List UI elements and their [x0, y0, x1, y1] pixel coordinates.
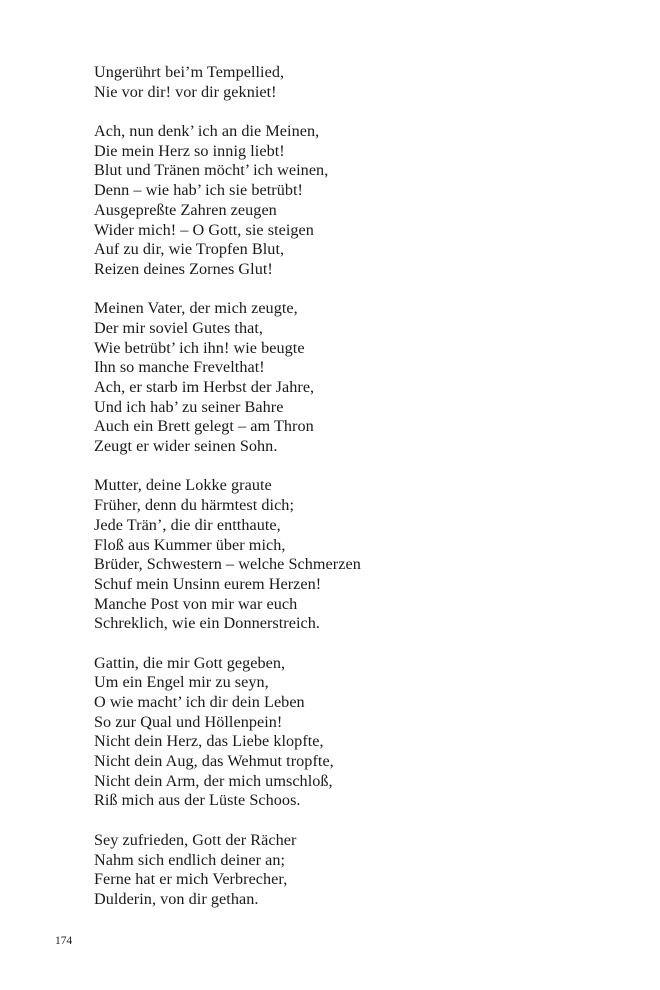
verse-line: Sey zufrieden, Gott der Rächer — [94, 830, 297, 849]
verse-line: Ungerührt bei’m Tempellied, — [94, 63, 285, 81]
verse-line: Dulderin, von dir gethan. — [94, 889, 259, 908]
verse-line: Nicht dein Herz, das Liebe klopfte, — [94, 732, 324, 751]
verse-line: Denn – wie hab’ ich sie betrübt! — [94, 181, 303, 200]
poem-body — [94, 63, 574, 929]
verse-line: Brüder, Schwestern – welche Schmerzen — [94, 555, 361, 574]
verse-line: Schuf mein Unsinn eurem Herzen! — [94, 574, 322, 593]
verse-line: Blut und Tränen möcht’ ich weinen, — [94, 161, 329, 180]
verse-line: Zeugt er wider seinen Sohn. — [94, 437, 278, 456]
verse-line: Die mein Herz so innig liebt! — [94, 141, 285, 160]
verse-line: So zur Qual und Höllenpein! — [94, 712, 283, 731]
verse-line: O wie macht’ ich dir dein Leben — [94, 693, 305, 711]
stanza-6 — [94, 831, 574, 910]
verse-line: Reizen deines Zornes Glut! — [94, 259, 273, 278]
verse-line: Jede Trän’, die dir entthaute, — [94, 515, 281, 534]
verse-line: Schreklich, wie ein Donnerstreich. — [94, 614, 321, 633]
stanza-3 — [94, 299, 574, 457]
verse-line: Ach, er starb im Herbst der Jahre, — [94, 378, 315, 396]
verse-line: Manche Post von mir war euch — [94, 594, 298, 613]
verse-line: Früher, denn du härmtest dich; — [94, 496, 295, 515]
page-number: 174 — [55, 935, 73, 947]
verse-line: Mutter, deine Lokke graute — [94, 476, 272, 495]
verse-line: Der mir soviel Gutes that, — [94, 318, 263, 337]
verse-line: Ach, nun denk’ ich an die Meinen, — [94, 122, 320, 141]
verse-line: Gattin, die mir Gott gegeben, — [94, 653, 286, 672]
verse-line: Auf zu dir, wie Tropfen Blut, — [94, 240, 285, 259]
verse-line: Nicht dein Arm, der mich umschloß, — [94, 771, 333, 790]
stanza-2 — [94, 122, 574, 280]
stanza-1 — [94, 63, 574, 102]
verse-line: Ihn so manche Frevelthat! — [94, 358, 265, 377]
verse-line: Um ein Engel mir zu seyn, — [94, 673, 269, 692]
verse-line: Auch ein Brett gelegt – am Thron — [94, 417, 314, 436]
verse-line: Ausgepreßte Zahren zeugen — [94, 200, 277, 219]
stanza-5 — [94, 654, 574, 812]
verse-line: Ferne hat er mich Verbrecher, — [94, 870, 288, 889]
stanza-4 — [94, 476, 574, 634]
verse-line: Nahm sich endlich deiner an; — [94, 850, 286, 869]
verse-line: Floß aus Kummer über mich, — [94, 535, 286, 554]
verse-line: Und ich hab’ zu seiner Bahre — [94, 397, 284, 416]
verse-line: Wie betrübt’ ich ihn! wie beugte — [94, 338, 305, 357]
verse-line: Wider mich! – O Gott, sie steigen — [94, 220, 314, 239]
verse-line: Meinen Vater, der mich zeugte, — [94, 299, 298, 318]
verse-line: Nie vor dir! vor dir gekniet! — [94, 82, 277, 101]
verse-line: Riß mich aus der Lüste Schoos. — [94, 791, 301, 810]
verse-line: Nicht dein Aug, das Wehmut tropfte, — [94, 752, 334, 771]
